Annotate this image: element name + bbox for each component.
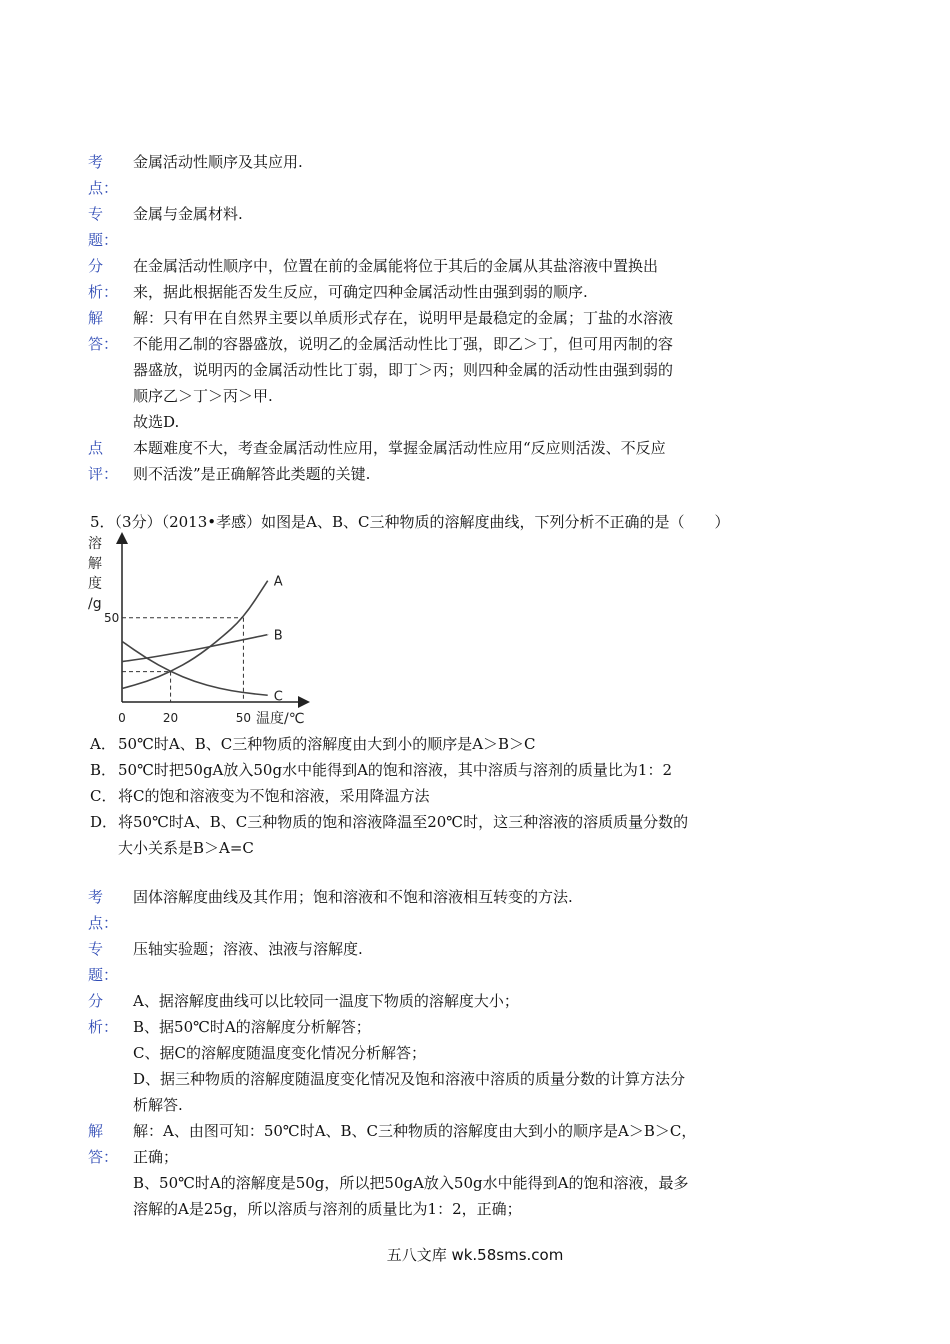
q5-kaodian-row-2: [0, 911, 950, 935]
q5-kaodian-text: 固体溶解度曲线及其作用；饱和溶液和不饱和溶液相互转变的方法.: [133, 888, 573, 906]
option-d-letter: D．: [90, 813, 118, 831]
q4-fenxi-row-2: [0, 280, 950, 304]
q4-jieda-line-2: 不能用乙制的容器盛放，说明乙的金属活动性比丁强，即乙＞丁，但可用丙制的容: [133, 335, 674, 353]
q4-dianping-label-2: 评：: [88, 465, 119, 483]
x-axis-label: 温度/℃: [256, 711, 305, 727]
q5-jieda-row-1: [0, 1119, 950, 1143]
q5-fenxi-row-1: [0, 989, 950, 1013]
q5-jieda-line-3: B、50℃时A的溶解度是50g，所以把50gA放入50g水中能得到A的饱和溶液，最多: [133, 1174, 689, 1192]
q5-fenxi-label-1: 分: [88, 992, 104, 1010]
q5-jieda-row-2: [0, 1145, 950, 1169]
curve-a: [122, 581, 268, 689]
q4-zhuanti-row: [0, 202, 950, 226]
q4-jieda-row-1: [0, 306, 950, 330]
q5-fenxi-line-4: D、据三种物质的溶解度随温度变化情况及饱和溶液中溶质的质量分数的计算方法分: [133, 1070, 686, 1088]
q4-jieda-row-2: [0, 332, 950, 356]
q5-fenxi-row-5: [0, 1093, 950, 1117]
q4-jieda-row-5: [0, 410, 950, 434]
q4-jieda-label-1: 解: [88, 309, 104, 327]
q4-fenxi-line-1: 在金属活动性顺序中，位置在前的金属能将位于其后的金属从其盐溶液中置换出: [133, 257, 659, 275]
q4-jieda-row-3: [0, 358, 950, 382]
option-b-letter: B．: [90, 761, 117, 779]
q5-fenxi-line-2: B、据50℃时A的溶解度分析解答；: [133, 1018, 371, 1036]
y-axis-label-char-3: /g: [88, 596, 102, 612]
option-b-text: 50℃时把50gA放入50g水中能得到A的饱和溶液，其中溶质与溶剂的质量比为1：2: [118, 761, 672, 779]
q4-fenxi-label-1: 分: [88, 257, 104, 275]
q5-option-d: [0, 810, 950, 834]
curve-label-a: A: [273, 574, 283, 590]
q5-jieda-line-4: 溶解的A是25g，所以溶质与溶剂的质量比为1：2，正确；: [133, 1200, 522, 1218]
q5-option-a: [0, 732, 950, 756]
q5-option-c: [0, 784, 950, 808]
q4-kaodian-row: [0, 150, 950, 174]
q5-jieda-row-4: [0, 1197, 950, 1221]
q5-fenxi-row-3: [0, 1041, 950, 1065]
option-c-text: 将C的饱和溶液变为不饱和溶液，采用降温方法: [118, 787, 430, 805]
q4-jieda-line-1: 解：只有甲在自然界主要以单质形式存在，说明甲是最稳定的金属；丁盐的水溶液: [133, 309, 674, 327]
q4-dianping-row-1: [0, 436, 950, 460]
option-a-text: 50℃时A、B、C三种物质的溶解度由大到小的顺序是A＞B＞C: [118, 735, 536, 753]
curve-label-c: C: [273, 689, 283, 705]
q4-kaodian-row-2: [0, 176, 950, 200]
q4-zhuanti-text: 金属与金属材料.: [133, 205, 243, 223]
footer-watermark: 五八文库 wk.58sms.com: [386, 1246, 564, 1264]
q4-dianping-line-1: 本题难度不大，考查金属活动性应用，掌握金属活动性应用“反应则活泼、不反应: [133, 439, 666, 457]
q5-fenxi-line-1: A、据溶解度曲线可以比较同一温度下物质的溶解度大小；: [133, 992, 519, 1010]
option-c-letter: C．: [90, 787, 117, 805]
q5-jieda-line-2: 正确；: [133, 1148, 179, 1166]
q4-jieda-line-4: 顺序乙＞丁＞丙＞甲.: [133, 387, 273, 405]
q5-zhuanti-text: 压轴实验题；溶液、浊液与溶解度.: [133, 940, 363, 958]
q5-jieda-row-3: [0, 1171, 950, 1195]
q5-question-text: 5．（3分）（2013•孝感）如图是A、B、C三种物质的溶解度曲线，下列分析不正确的是（ ）: [90, 513, 730, 531]
q4-kaodian-text: 金属活动性顺序及其应用.: [133, 153, 303, 171]
q4-dianping-line-2: 则不活泼”是正确解答此类题的关键.: [133, 465, 371, 483]
q4-dianping-row-2: [0, 462, 950, 486]
option-d-text-cont: 大小关系是B＞A=C: [118, 839, 254, 857]
q4-jieda-label-2: 答：: [88, 335, 119, 353]
q5-zhuanti-row-2: [0, 963, 950, 987]
x-tick-0: 0: [118, 711, 126, 725]
q4-zhuanti-label-1: 专: [88, 205, 104, 223]
q4-zhuanti-row-2: [0, 228, 950, 252]
q5-zhuanti-row: [0, 937, 950, 961]
curve-label-b: B: [273, 628, 283, 644]
q4-dianping-label-1: 点: [88, 439, 104, 457]
q4-kaodian-label-2: 点：: [88, 179, 119, 197]
y-axis-label-char-1: 解: [88, 556, 102, 572]
q5-kaodian-label-1: 考: [88, 888, 104, 906]
y-tick-50: 50: [104, 610, 120, 625]
x-tick-20: 20: [162, 711, 179, 725]
q5-zhuanti-label-1: 专: [88, 940, 104, 958]
q5-kaodian-label-2: 点：: [88, 914, 119, 932]
y-axis-label-char-0: 溶: [88, 536, 102, 552]
q4-fenxi-row-1: [0, 254, 950, 278]
solubility-chart: [86, 530, 316, 730]
q5-option-b: [0, 758, 950, 782]
q4-zhuanti-label-2: 题：: [88, 231, 119, 249]
q5-jieda-label-2: 答：: [88, 1148, 119, 1166]
option-d-text: 将50℃时A、B、C三种物质的饱和溶液降温至20℃时，这三种溶液的溶质质量分数的: [118, 813, 689, 831]
q5-fenxi-row-2: [0, 1015, 950, 1039]
q5-kaodian-row: [0, 885, 950, 909]
option-a-letter: A．: [90, 735, 116, 753]
q4-fenxi-label-2: 析：: [88, 283, 119, 301]
x-tick-50: 50: [235, 711, 252, 725]
q5-fenxi-row-4: [0, 1067, 950, 1091]
q4-jieda-line-3: 器盛放，说明丙的金属活动性比丁弱，即丁＞丙；则四种金属的活动性由强到弱的: [133, 361, 674, 379]
q5-zhuanti-label-2: 题：: [88, 966, 119, 984]
q5-fenxi-line-5: 析解答.: [133, 1096, 183, 1114]
q4-jieda-line-5: 故选D.: [133, 413, 180, 431]
q4-kaodian-label-1: 考: [88, 153, 104, 171]
q5-fenxi-label-2: 析：: [88, 1018, 119, 1036]
y-axis-label-char-2: 度: [88, 576, 102, 592]
q5-jieda-label-1: 解: [88, 1122, 104, 1140]
q4-jieda-row-4: [0, 384, 950, 408]
q5-option-d-cont: [0, 836, 950, 860]
q5-fenxi-line-3: C、据C的溶解度随温度变化情况分析解答；: [133, 1044, 426, 1062]
q4-fenxi-line-2: 来，据此根据能否发生反应，可确定四种金属活动性由强到弱的顺序.: [133, 283, 588, 301]
q5-jieda-line-1: 解：A、由图可知：50℃时A、B、C三种物质的溶解度由大到小的顺序是A＞B＞C，: [133, 1122, 697, 1140]
